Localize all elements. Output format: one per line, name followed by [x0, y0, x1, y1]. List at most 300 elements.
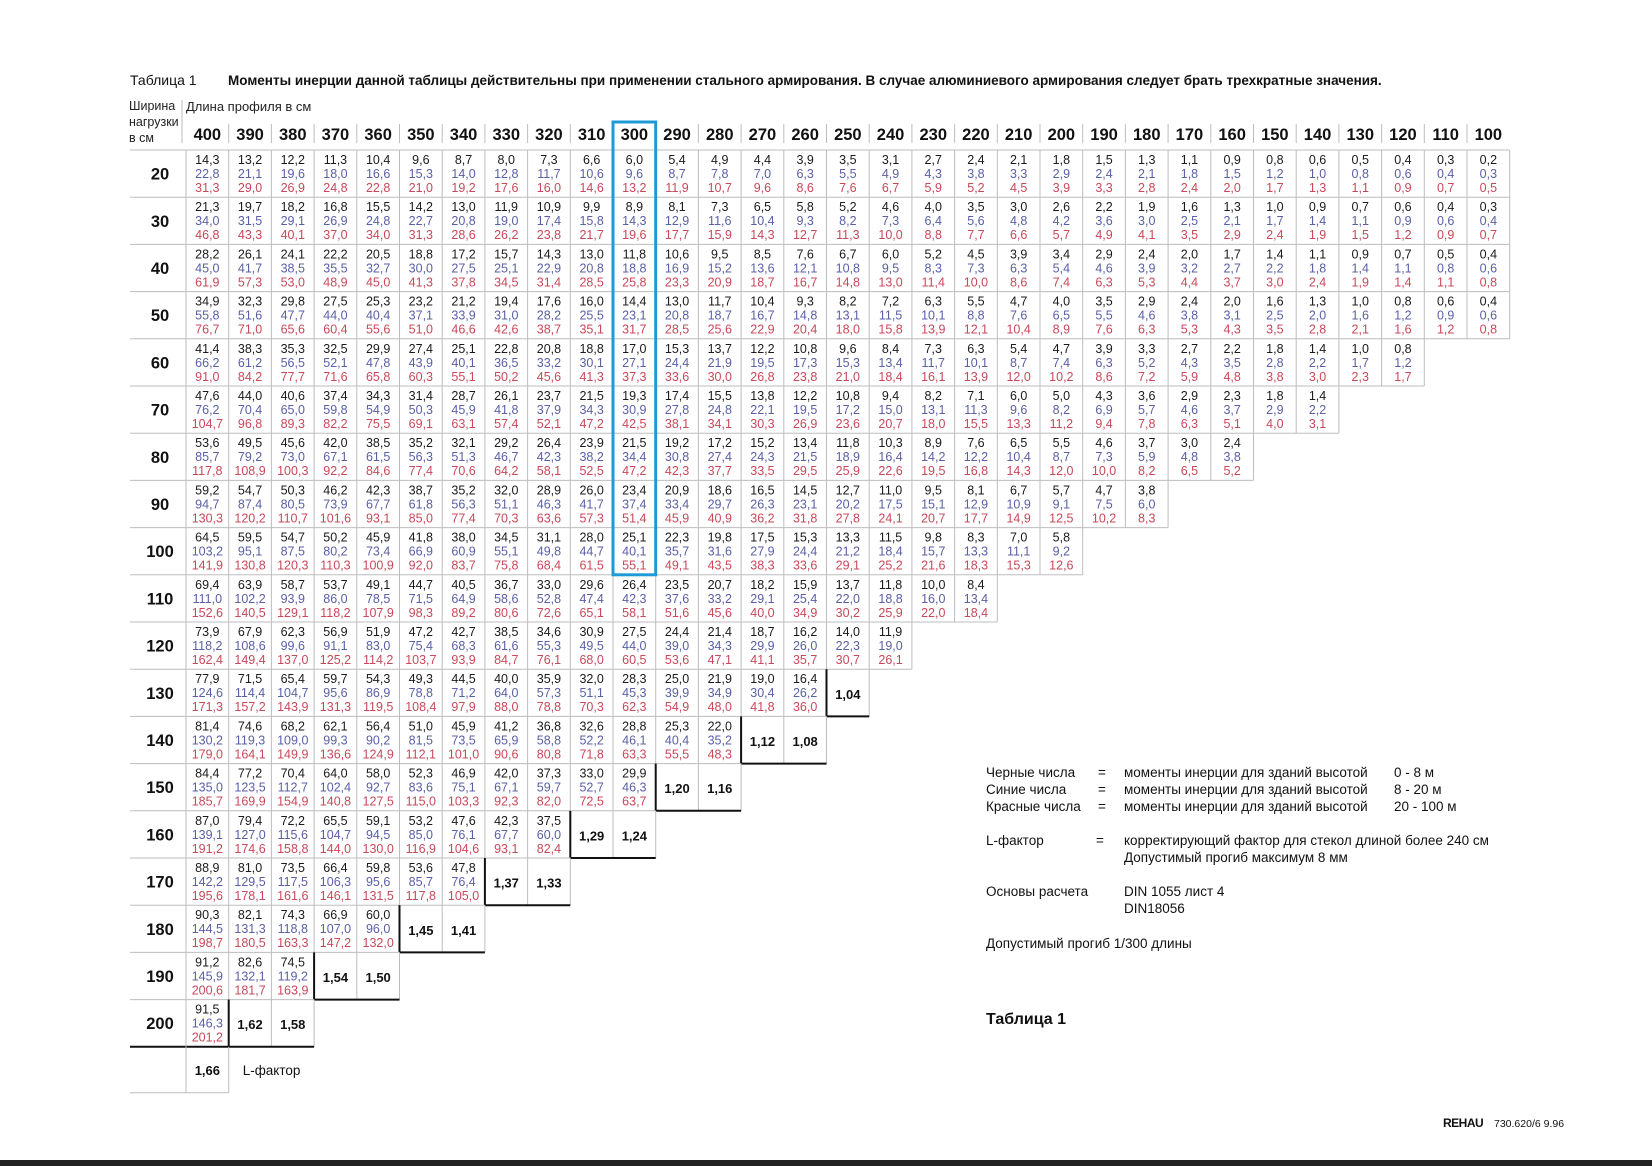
value-black: 21,2 — [451, 294, 476, 309]
value-red: 12,1 — [963, 322, 989, 337]
load-width-cell: 30 — [150, 212, 170, 231]
value-red: 48,3 — [707, 747, 732, 762]
value-black: 11,8 — [622, 247, 647, 262]
value-red: 40,9 — [707, 511, 732, 526]
value-red: 63,1 — [451, 417, 476, 431]
value-red: 38,3 — [750, 558, 775, 573]
length-header-cell: 380 — [278, 126, 307, 144]
value-black: 30,9 — [579, 625, 604, 639]
length-header-cell: 360 — [364, 126, 392, 144]
value-black: 44,5 — [451, 672, 476, 687]
value-red: 43,3 — [237, 228, 263, 243]
value-red: 125,2 — [319, 653, 352, 667]
value-black: 15,5 — [365, 200, 391, 215]
value-black: 5,5 — [1052, 436, 1071, 451]
value-blue: 20,8 — [579, 261, 604, 276]
value-red: 8,2 — [1138, 464, 1156, 479]
value-black: 40,0 — [494, 672, 519, 687]
value-blue: 56,3 — [408, 450, 434, 465]
value-red: 63,3 — [622, 747, 647, 762]
value-red: 19,6 — [622, 228, 647, 243]
value-blue: 19,0 — [878, 639, 903, 653]
value-blue: 8,8 — [967, 308, 985, 323]
value-black: 6,0 — [881, 247, 900, 262]
value-red: 2,9 — [1223, 228, 1241, 243]
value-blue: 67,1 — [494, 780, 519, 795]
value-blue: 1,5 — [1223, 167, 1241, 181]
value-blue: 0,4 — [1436, 167, 1455, 181]
value-blue: 5,2 — [1138, 355, 1156, 370]
length-header-cell: 140 — [1303, 126, 1332, 144]
value-black: 15,5 — [707, 389, 732, 403]
value-red: 117,8 — [405, 889, 437, 903]
value-black: 25,3 — [664, 719, 690, 734]
value-red: 78,8 — [536, 700, 562, 715]
value-red: 118,2 — [320, 605, 351, 620]
value-red: 70,3 — [494, 511, 519, 526]
value-blue: 11,3 — [964, 403, 988, 417]
value-black: 3,0 — [1009, 200, 1028, 215]
value-blue: 22,3 — [835, 639, 861, 653]
value-blue: 52,1 — [323, 355, 348, 370]
legend-eq: = — [1098, 782, 1106, 797]
l-factor-value: 1,62 — [237, 1017, 263, 1033]
value-black: 5,8 — [796, 200, 814, 215]
value-blue: 17,5 — [878, 497, 903, 512]
value-black: 26,4 — [622, 577, 647, 592]
value-black: 6,5 — [753, 200, 772, 215]
value-black: 8,1 — [967, 483, 985, 498]
value-black: 59,5 — [237, 530, 263, 545]
value-blue: 33,4 — [664, 497, 690, 512]
load-width-cell: 90 — [150, 496, 170, 514]
length-header-cell: 180 — [1132, 126, 1161, 144]
value-black: 28,9 — [536, 483, 562, 498]
value-blue: 30,4 — [750, 686, 775, 701]
value-blue: 3,9 — [1138, 261, 1156, 276]
l-factor-value: 1,33 — [536, 875, 562, 891]
value-blue: 95,6 — [365, 875, 391, 889]
value-red: 60,4 — [323, 322, 348, 337]
value-black: 60,0 — [365, 908, 391, 923]
value-black: 3,1 — [881, 153, 900, 167]
value-red: 4,1 — [1138, 228, 1156, 243]
value-red: 28,5 — [579, 275, 604, 290]
length-header-cell: 260 — [791, 126, 819, 144]
value-red: 2,4 — [1266, 228, 1284, 243]
value-blue: 37,9 — [536, 403, 562, 417]
value-black: 2,9 — [1095, 247, 1113, 262]
value-red: 185,7 — [191, 794, 223, 809]
legend-desc: моменты инерции для зданий высотой — [1124, 799, 1368, 814]
value-blue: 0,8 — [1351, 167, 1369, 181]
legend-name: Черные числа — [986, 765, 1076, 780]
value-blue: 5,5 — [839, 167, 857, 181]
value-blue: 92,7 — [365, 780, 391, 795]
value-black: 5,2 — [924, 247, 942, 262]
value-blue: 13,1 — [921, 403, 946, 417]
value-blue: 22,0 — [835, 591, 861, 606]
value-blue: 13,1 — [835, 308, 861, 323]
value-black: 49,5 — [237, 436, 263, 451]
value-black: 40,5 — [451, 577, 476, 592]
value-blue: 60,9 — [451, 544, 476, 559]
value-red: 108,9 — [234, 464, 266, 479]
value-blue: 3,1 — [1223, 308, 1241, 323]
value-red: 3,3 — [1095, 181, 1113, 195]
value-blue: 35,7 — [664, 544, 690, 559]
value-black: 11,0 — [878, 483, 903, 498]
value-blue: 9,2 — [1052, 544, 1071, 559]
value-red: 41,3 — [579, 369, 604, 384]
value-red: 130,0 — [362, 841, 394, 856]
value-blue: 31,5 — [237, 214, 263, 229]
value-black: 66,4 — [323, 861, 348, 875]
value-red: 10,0 — [878, 228, 903, 243]
value-black: 19,3 — [622, 389, 647, 403]
load-width-cell: 80 — [150, 448, 170, 467]
value-red: 119,5 — [362, 700, 394, 715]
value-blue: 83,6 — [408, 780, 434, 795]
value-red: 8,6 — [1095, 369, 1113, 384]
value-blue: 46,7 — [494, 450, 519, 465]
value-black: 3,7 — [1138, 436, 1156, 451]
value-black: 6,7 — [1009, 483, 1028, 498]
value-black: 35,2 — [451, 483, 476, 498]
value-blue: 1,2 — [1394, 355, 1412, 370]
value-black: 64,5 — [195, 530, 220, 545]
value-black: 1,9 — [1138, 200, 1156, 215]
value-red: 20,7 — [921, 511, 946, 526]
value-red: 164,1 — [234, 747, 266, 762]
value-blue: 73,4 — [365, 544, 391, 559]
value-red: 57,3 — [579, 511, 604, 526]
value-red: 31,3 — [195, 181, 220, 195]
value-red: 12,5 — [1049, 511, 1074, 526]
length-header-cell: 390 — [236, 126, 264, 144]
legend-name: L-фактор — [986, 833, 1044, 848]
value-red: 62,3 — [622, 700, 647, 715]
length-header-cell: 160 — [1218, 126, 1246, 144]
value-black: 0,8 — [1266, 153, 1284, 167]
value-red: 63,6 — [536, 511, 562, 526]
value-red: 65,1 — [579, 605, 604, 620]
value-black: 3,0 — [1180, 436, 1199, 451]
value-black: 46,9 — [451, 766, 476, 781]
length-header-cell: 340 — [449, 126, 478, 144]
value-blue: 108,6 — [234, 639, 266, 653]
value-red: 75,8 — [494, 558, 519, 573]
value-red: 1,3 — [1308, 181, 1327, 195]
value-black: 79,4 — [237, 813, 263, 828]
value-black: 38,0 — [451, 530, 476, 545]
value-black: 10,3 — [878, 436, 903, 451]
value-blue: 19,0 — [494, 214, 519, 229]
value-blue: 86,9 — [365, 686, 391, 701]
value-black: 8,2 — [839, 294, 857, 309]
value-red: 30,7 — [835, 653, 861, 667]
value-black: 1,4 — [1308, 341, 1327, 356]
value-black: 11,3 — [323, 153, 348, 167]
value-black: 7,0 — [1009, 530, 1028, 545]
value-blue: 124,6 — [191, 686, 223, 701]
value-black: 2,4 — [1138, 247, 1156, 262]
value-red: 18,7 — [750, 275, 775, 290]
value-blue: 2,4 — [1095, 167, 1113, 181]
value-red: 34,0 — [365, 228, 391, 243]
value-blue: 106,3 — [319, 875, 352, 889]
load-width-cell: 170 — [146, 873, 174, 892]
value-red: 110,7 — [277, 511, 308, 526]
value-black: 2,7 — [924, 153, 942, 167]
value-red: 84,6 — [365, 464, 391, 479]
value-black: 9,6 — [412, 153, 430, 167]
value-blue: 34,4 — [622, 450, 647, 465]
value-blue: 94,5 — [365, 827, 391, 842]
value-black: 13,0 — [664, 294, 690, 309]
value-red: 10,2 — [1091, 511, 1117, 526]
value-blue: 27,1 — [622, 355, 647, 370]
l-factor-value: 1,58 — [280, 1017, 306, 1033]
value-blue: 8,7 — [668, 167, 686, 181]
value-black: 7,2 — [881, 294, 900, 309]
value-blue: 1,4 — [1308, 214, 1327, 229]
value-blue: 115,6 — [277, 827, 308, 842]
value-black: 14,2 — [408, 200, 434, 215]
value-black: 32,1 — [451, 436, 476, 451]
value-blue: 139,1 — [191, 827, 223, 842]
value-red: 4,3 — [1223, 322, 1241, 337]
value-black: 8,9 — [924, 436, 942, 451]
value-red: 100,9 — [362, 558, 394, 573]
value-black: 34,5 — [494, 530, 519, 545]
value-blue: 45,3 — [622, 686, 647, 701]
value-black: 59,2 — [195, 483, 220, 498]
value-red: 37,3 — [622, 369, 647, 384]
value-red: 26,1 — [878, 653, 903, 667]
value-blue: 41,8 — [494, 403, 519, 417]
value-red: 77,4 — [451, 511, 476, 526]
value-black: 82,6 — [237, 955, 263, 970]
value-black: 4,6 — [1095, 436, 1113, 451]
value-blue: 51,3 — [451, 450, 476, 465]
value-black: 13,4 — [792, 436, 818, 451]
value-red: 12,6 — [1049, 558, 1074, 573]
value-red: 55,1 — [451, 369, 476, 384]
value-black: 19,7 — [237, 200, 263, 215]
value-black: 37,3 — [536, 766, 562, 781]
value-red: 180,5 — [234, 936, 266, 951]
value-blue: 85,7 — [408, 875, 434, 889]
value-red: 55,6 — [365, 322, 391, 337]
length-header-cell: 320 — [535, 126, 563, 144]
value-black: 0,4 — [1436, 200, 1455, 215]
value-red: 25,6 — [707, 322, 732, 337]
value-red: 2,4 — [1308, 275, 1327, 290]
value-black: 28,2 — [195, 247, 220, 262]
value-red: 61,5 — [579, 558, 604, 573]
value-red: 195,6 — [191, 889, 223, 903]
value-black: 13,2 — [237, 153, 263, 167]
value-red: 69,1 — [408, 417, 434, 431]
value-black: 6,6 — [582, 153, 601, 167]
value-red: 65,8 — [365, 369, 391, 384]
value-black: 9,5 — [711, 247, 729, 262]
value-blue: 46,3 — [622, 780, 647, 795]
legend-range: 20 - 100 м — [1394, 799, 1457, 814]
value-blue: 2,9 — [1266, 403, 1284, 417]
value-black: 38,5 — [494, 625, 519, 639]
value-red: 52,1 — [536, 417, 562, 431]
length-header-cell: 240 — [876, 126, 905, 144]
value-red: 1,5 — [1351, 228, 1369, 243]
value-blue: 40,1 — [622, 544, 647, 559]
value-black: 52,3 — [408, 766, 434, 781]
load-width-cell: 120 — [146, 637, 174, 656]
value-blue: 29,1 — [750, 591, 775, 606]
value-black: 19,8 — [707, 530, 732, 545]
value-red: 17,7 — [664, 228, 690, 243]
value-blue: 16,6 — [365, 167, 391, 181]
value-black: 0,3 — [1479, 200, 1498, 215]
length-header-cell: 170 — [1175, 126, 1204, 144]
value-blue: 51,1 — [494, 497, 519, 512]
value-blue: 24,8 — [707, 403, 732, 417]
legend-name: Красные числа — [986, 799, 1081, 814]
value-red: 2,0 — [1223, 181, 1241, 195]
length-header-cell: 210 — [1004, 126, 1033, 144]
value-red: 58,1 — [536, 464, 562, 479]
value-blue: 75,1 — [451, 780, 476, 795]
value-red: 75,5 — [365, 417, 391, 431]
value-blue: 27,8 — [664, 403, 690, 417]
value-black: 68,2 — [280, 719, 305, 734]
value-blue: 127,0 — [234, 827, 266, 842]
length-header-cell: 100 — [1474, 126, 1503, 144]
value-black: 53,6 — [195, 436, 220, 451]
legend-eq: = — [1098, 765, 1106, 780]
value-blue: 23,1 — [622, 308, 647, 323]
value-red: 55,1 — [622, 558, 647, 573]
value-black: 24,4 — [664, 625, 690, 639]
value-red: 50,2 — [494, 369, 519, 384]
value-blue: 99,3 — [323, 733, 348, 748]
value-blue: 21,5 — [792, 450, 818, 465]
value-blue: 7,3 — [967, 261, 985, 276]
value-black: 56,4 — [365, 719, 391, 734]
value-red: 37,7 — [707, 464, 732, 479]
value-red: 35,1 — [579, 322, 604, 337]
value-black: 1,3 — [1308, 294, 1327, 309]
length-header-cell: 330 — [492, 126, 521, 144]
value-blue: 10,8 — [835, 261, 861, 276]
value-black: 3,4 — [1052, 247, 1071, 262]
value-black: 7,3 — [924, 341, 942, 356]
value-blue: 30,1 — [579, 355, 604, 370]
value-red: 3,8 — [1266, 369, 1284, 384]
value-red: 20,7 — [878, 417, 903, 431]
value-red: 16,0 — [536, 181, 562, 195]
value-blue: 1,7 — [1351, 355, 1369, 370]
value-red: 5,9 — [1180, 369, 1199, 384]
value-red: 46,8 — [195, 228, 220, 243]
value-blue: 10,4 — [1006, 450, 1031, 465]
value-blue: 1,0 — [1308, 167, 1327, 181]
value-red: 29,0 — [237, 181, 263, 195]
value-black: 28,0 — [579, 530, 604, 545]
value-black: 65,4 — [280, 672, 305, 687]
value-blue: 15,3 — [408, 167, 434, 181]
value-red: 64,2 — [494, 464, 519, 479]
value-blue: 9,1 — [1052, 497, 1071, 512]
value-black: 33,0 — [536, 577, 562, 592]
l-factor-value: 1,24 — [621, 828, 648, 844]
load-width-cell: 140 — [146, 732, 174, 750]
value-red: 10,2 — [1049, 369, 1074, 384]
value-blue: 0,6 — [1394, 167, 1412, 181]
value-black: 2,7 — [1180, 341, 1199, 356]
value-blue: 11,6 — [708, 214, 732, 229]
value-red: 55,5 — [664, 747, 690, 762]
value-red: 76,7 — [195, 322, 220, 337]
value-blue: 34,0 — [195, 214, 220, 229]
value-black: 13,8 — [750, 389, 775, 403]
value-red: 7,8 — [1138, 417, 1156, 431]
value-red: 157,2 — [234, 700, 266, 715]
value-red: 14,8 — [835, 275, 861, 290]
value-blue: 34,3 — [707, 639, 732, 653]
value-red: 6,5 — [1180, 464, 1199, 479]
value-black: 22,3 — [664, 530, 690, 545]
value-blue: 8,2 — [1052, 403, 1071, 417]
value-blue: 107,0 — [319, 922, 352, 937]
value-black: 25,0 — [664, 672, 690, 687]
value-blue: 90,2 — [365, 733, 391, 748]
table-number: Таблица 1 — [130, 72, 197, 88]
value-blue: 37,1 — [408, 308, 434, 323]
value-black: 28,8 — [622, 719, 647, 734]
load-width-cell: 110 — [146, 590, 174, 609]
value-black: 35,2 — [408, 436, 434, 451]
value-blue: 95,6 — [323, 686, 348, 701]
value-blue: 15,8 — [579, 214, 604, 229]
table-title-text: Моменты инерции данной таблицы действительны при применении стального армирования. В случае алюминиевого армирования следует брать трехкратные значения. — [228, 73, 1382, 88]
value-red: 31,7 — [622, 322, 647, 337]
value-black: 6,7 — [839, 247, 857, 262]
legend-desc: моменты инерции для зданий высотой — [1124, 765, 1368, 780]
value-red: 5,7 — [1052, 228, 1071, 243]
value-red: 0,5 — [1479, 181, 1498, 195]
value-black: 1,6 — [1266, 294, 1284, 309]
value-blue: 0,9 — [1394, 214, 1412, 229]
value-red: 7,7 — [967, 228, 985, 243]
value-black: 9,8 — [924, 530, 942, 545]
value-blue: 4,6 — [1138, 308, 1156, 323]
value-blue: 80,2 — [323, 544, 348, 559]
value-black: 5,4 — [668, 153, 686, 167]
value-black: 11,5 — [878, 530, 903, 545]
value-blue: 43,9 — [408, 355, 434, 370]
value-black: 2,1 — [1009, 153, 1028, 167]
value-red: 47,1 — [707, 653, 732, 667]
value-red: 14,3 — [1006, 464, 1031, 479]
value-black: 54,7 — [237, 483, 263, 498]
value-black: 0,3 — [1436, 153, 1455, 167]
value-blue: 10,4 — [750, 214, 775, 229]
value-blue: 15,1 — [921, 497, 946, 512]
value-blue: 67,7 — [494, 827, 519, 842]
value-red: 4,0 — [1266, 417, 1284, 431]
